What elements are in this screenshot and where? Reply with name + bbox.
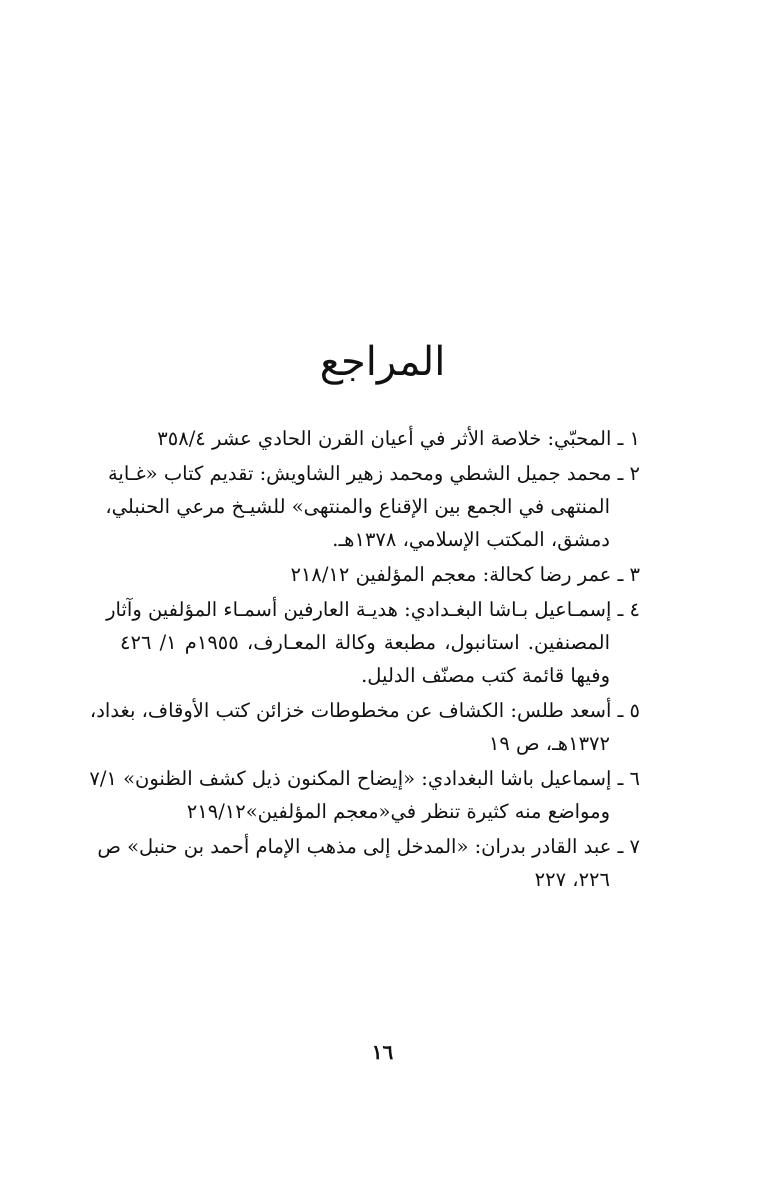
reference-item-5 bbox=[89, 694, 640, 760]
reference-line: ٦ ـ إسماعيل باشا البغدادي: «إيضاح المكنون ذيل كشف الظنون» ٧/١ bbox=[89, 767, 640, 790]
reference-item-2 bbox=[105, 457, 640, 556]
reference-line: ١ ـ المحبّي: خلاصة الأثر في أعيان القرن الحادي عشر ٣٥٨/٤ bbox=[157, 427, 640, 450]
reference-line: المصنفين. استانبول، مطبعة وكالة المعـارف، ١٩٥٥م ١/ ٤٢٦ bbox=[120, 631, 610, 654]
reference-line: ١٣٧٢هـ، ص ١٩ bbox=[488, 732, 610, 755]
reference-line: ٧ ـ عبد القادر بدران: «المدخل إلى مذهب الإمام أحمد بن حنبل» ص bbox=[97, 835, 640, 858]
reference-item-6 bbox=[89, 762, 640, 828]
reference-line: وفيها قائمة كتب مصنّف الدليل. bbox=[361, 664, 610, 687]
reference-item-1 bbox=[120, 422, 640, 455]
reference-item-7 bbox=[97, 830, 640, 896]
reference-line: ٣ ـ عمر رضا كحالة: معجم المؤلفين ٢١٨/١٢ bbox=[290, 563, 640, 586]
reference-line: ٢ ـ محمد جميل الشطي ومحمد زهير الشاويش: تقديم كتاب «غـاية bbox=[107, 462, 640, 485]
reference-item-3 bbox=[120, 558, 640, 591]
reference-line: ومواضع منه كثيرة تنظر في«معجم المؤلفين»٢١٩/١٢ bbox=[186, 800, 610, 823]
page-title: المراجع bbox=[319, 339, 446, 385]
reference-item-4 bbox=[106, 593, 640, 692]
page-number: ١٦ bbox=[371, 1040, 394, 1064]
reference-line: ٢٢٦، ٢٢٧ bbox=[534, 868, 610, 891]
reference-line: ٥ ـ أسعد طلس: الكشاف عن مخطوطات خزائن كتب الأوقاف، بغداد، bbox=[89, 699, 640, 722]
reference-line: ٤ ـ إسمـاعيل بـاشا البغـدادي: هديـة العارفين أسمـاء المؤلفين وآثار bbox=[106, 598, 640, 621]
references-list bbox=[89, 422, 640, 898]
reference-line: المنتهى في الجمع بين الإقناع والمنتهى» للشيـخ مرعي الحنبلي، bbox=[105, 495, 610, 518]
reference-line: دمشق، المكتب الإسلامي، ١٣٧٨هـ. bbox=[332, 528, 610, 551]
